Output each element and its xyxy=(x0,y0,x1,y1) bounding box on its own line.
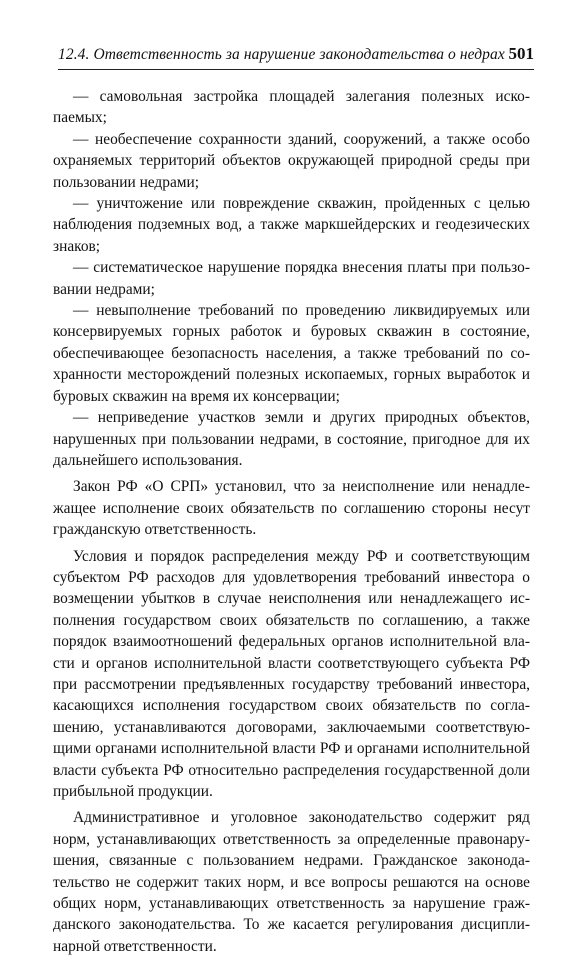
body-paragraph: Закон РФ «О СРП» установил, что за неисполнение или ненадлежащее исполнение своих обязательств по соглашению стороны несут гражданскую ответственность. xyxy=(53,478,530,539)
list-item-paragraph: — неприведение участков земли и других природных объектов, нарушенных при пользовании недрами, в состояние, пригодное для их дальнейшего использования. xyxy=(53,409,530,469)
list-item-paragraph: — необеспечение сохранности зданий, сооружений, а также особо охраняемых территорий объектов окружающей природной среды при пользовании недрами; xyxy=(53,130,530,191)
body-paragraph: Административное и уголовное законодательство содержит ряд норм, устанавливающих ответственность за определенные правонарушения, связанные с пользованием недрами. Гражданское законодательство не содержит таких норм, и все вопросы решаются на основе общих норм, устанавливающих ответственность за нарушение гражданского законодательства. То же касается регулирования дисциплинарной ответственности. xyxy=(53,809,530,955)
header-divider xyxy=(58,69,534,70)
list-item-paragraph: — самовольная застройка площадей залегания полезных ископаемых; xyxy=(53,88,530,127)
list-item-paragraph: — уничтожение или повреждение скважин, пройденных с целью наблюдения подземных вод, а также маркшейдерских и геодезических знаков; xyxy=(53,195,530,255)
page-number: 501 xyxy=(508,44,534,63)
running-header xyxy=(58,44,534,66)
running-header-title: 12.4. Ответственность за нарушение законодательства о недрах xyxy=(58,46,505,63)
list-item-paragraph: — невыполнение требований по проведению ликвидируемых или консервируемых горных работок и буровых скважин в состояние, обеспечивающее безопасность населения, а также требований по сохранности месторождений полезных ископаемых, горных выработок и буровых скважин на время их консервации; xyxy=(53,302,530,405)
page-body xyxy=(53,86,530,957)
body-paragraph: Условия и порядок распределения между РФ и соответствующим субъектом РФ расходов для удовлетворения требований инвестора о возмещении убытков в случае неисполнения или ненадлежащего исполнения государством своих обязательств по соглашению, а также порядок взаимоотношений федеральных органов исполнительной власти и органов исполнительной власти соответствующего субъекта РФ при рассмотрении предъявленных государству требований инвестора, касающихся исполнения государством своих обязательств по соглашению, устанавливаются договорами, заключаемыми соответствующими органами исполнительной власти РФ и органами исполнительной власти субъекта РФ относительно распределения государственной доли прибыльной продукции. xyxy=(53,547,530,800)
list-item-paragraph: — систематическое нарушение порядка внесения платы при пользовании недрами; xyxy=(53,259,530,298)
